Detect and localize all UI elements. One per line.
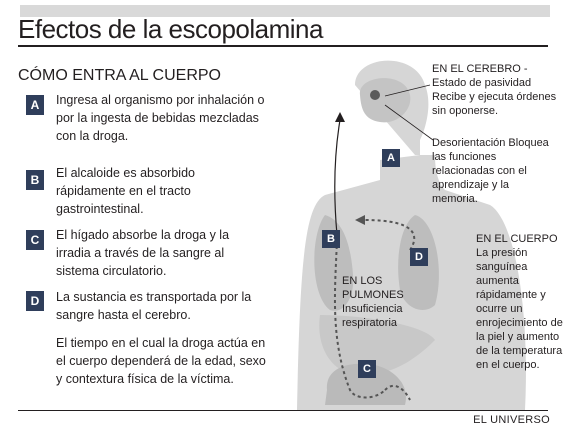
step-text-c: El hígado absorbe la droga y la irradia a través de la sangre al sistema circulatorio. xyxy=(56,228,230,278)
brand-credit: EL UNIVERSO xyxy=(473,414,550,426)
step-badge-b: B xyxy=(26,170,44,190)
brain-marker xyxy=(370,90,380,100)
step-badge-a: A xyxy=(26,95,44,115)
bottom-divider xyxy=(18,410,548,411)
step-text-b: El alcaloide es absorbido rápidamente en el tracto gastrointestinal. xyxy=(56,166,195,216)
title-divider xyxy=(18,45,548,47)
page-title: Efectos de la escopolamina xyxy=(18,14,323,44)
figure-badge-a: A xyxy=(382,149,400,167)
note-pulmones: EN LOS PULMONES Insuficiencia respiratoria xyxy=(342,275,404,329)
note-cerebro: EN EL CEREBRO - Estado de pasividad Recibe y ejecuta órdenes sin oponerse. xyxy=(432,63,557,117)
figure-badge-b: B xyxy=(322,230,340,248)
note-desorientacion: Desorientación Bloquea las funciones relacionadas con el aprendizaje y la memoria. xyxy=(432,137,549,205)
section-heading: CÓMO ENTRA AL CUERPO xyxy=(18,67,221,84)
arrow-head-brain xyxy=(335,112,345,122)
note-cuerpo: EN EL CUERPO La presión sanguínea aumenta rápidamente y ocurre un enrojecimiento de la piel y aumento de la temperatura en el cuerpo. xyxy=(476,233,563,371)
step-text-d: La sustancia es transportada por la sangre hasta el cerebro. xyxy=(56,290,252,322)
figure-badge-d: D xyxy=(410,248,428,266)
figure-badge-c: C xyxy=(358,360,376,378)
step-badge-c: C xyxy=(26,230,44,250)
step-badge-d: D xyxy=(26,291,44,311)
closing-note: El tiempo en el cual la droga actúa en el cuerpo dependerá de la edad, sexo y contextura física de la víctima. xyxy=(56,336,266,386)
step-text-a: Ingresa al organismo por inhalación o por la ingesta de bebidas mezcladas con la droga. xyxy=(56,93,265,143)
